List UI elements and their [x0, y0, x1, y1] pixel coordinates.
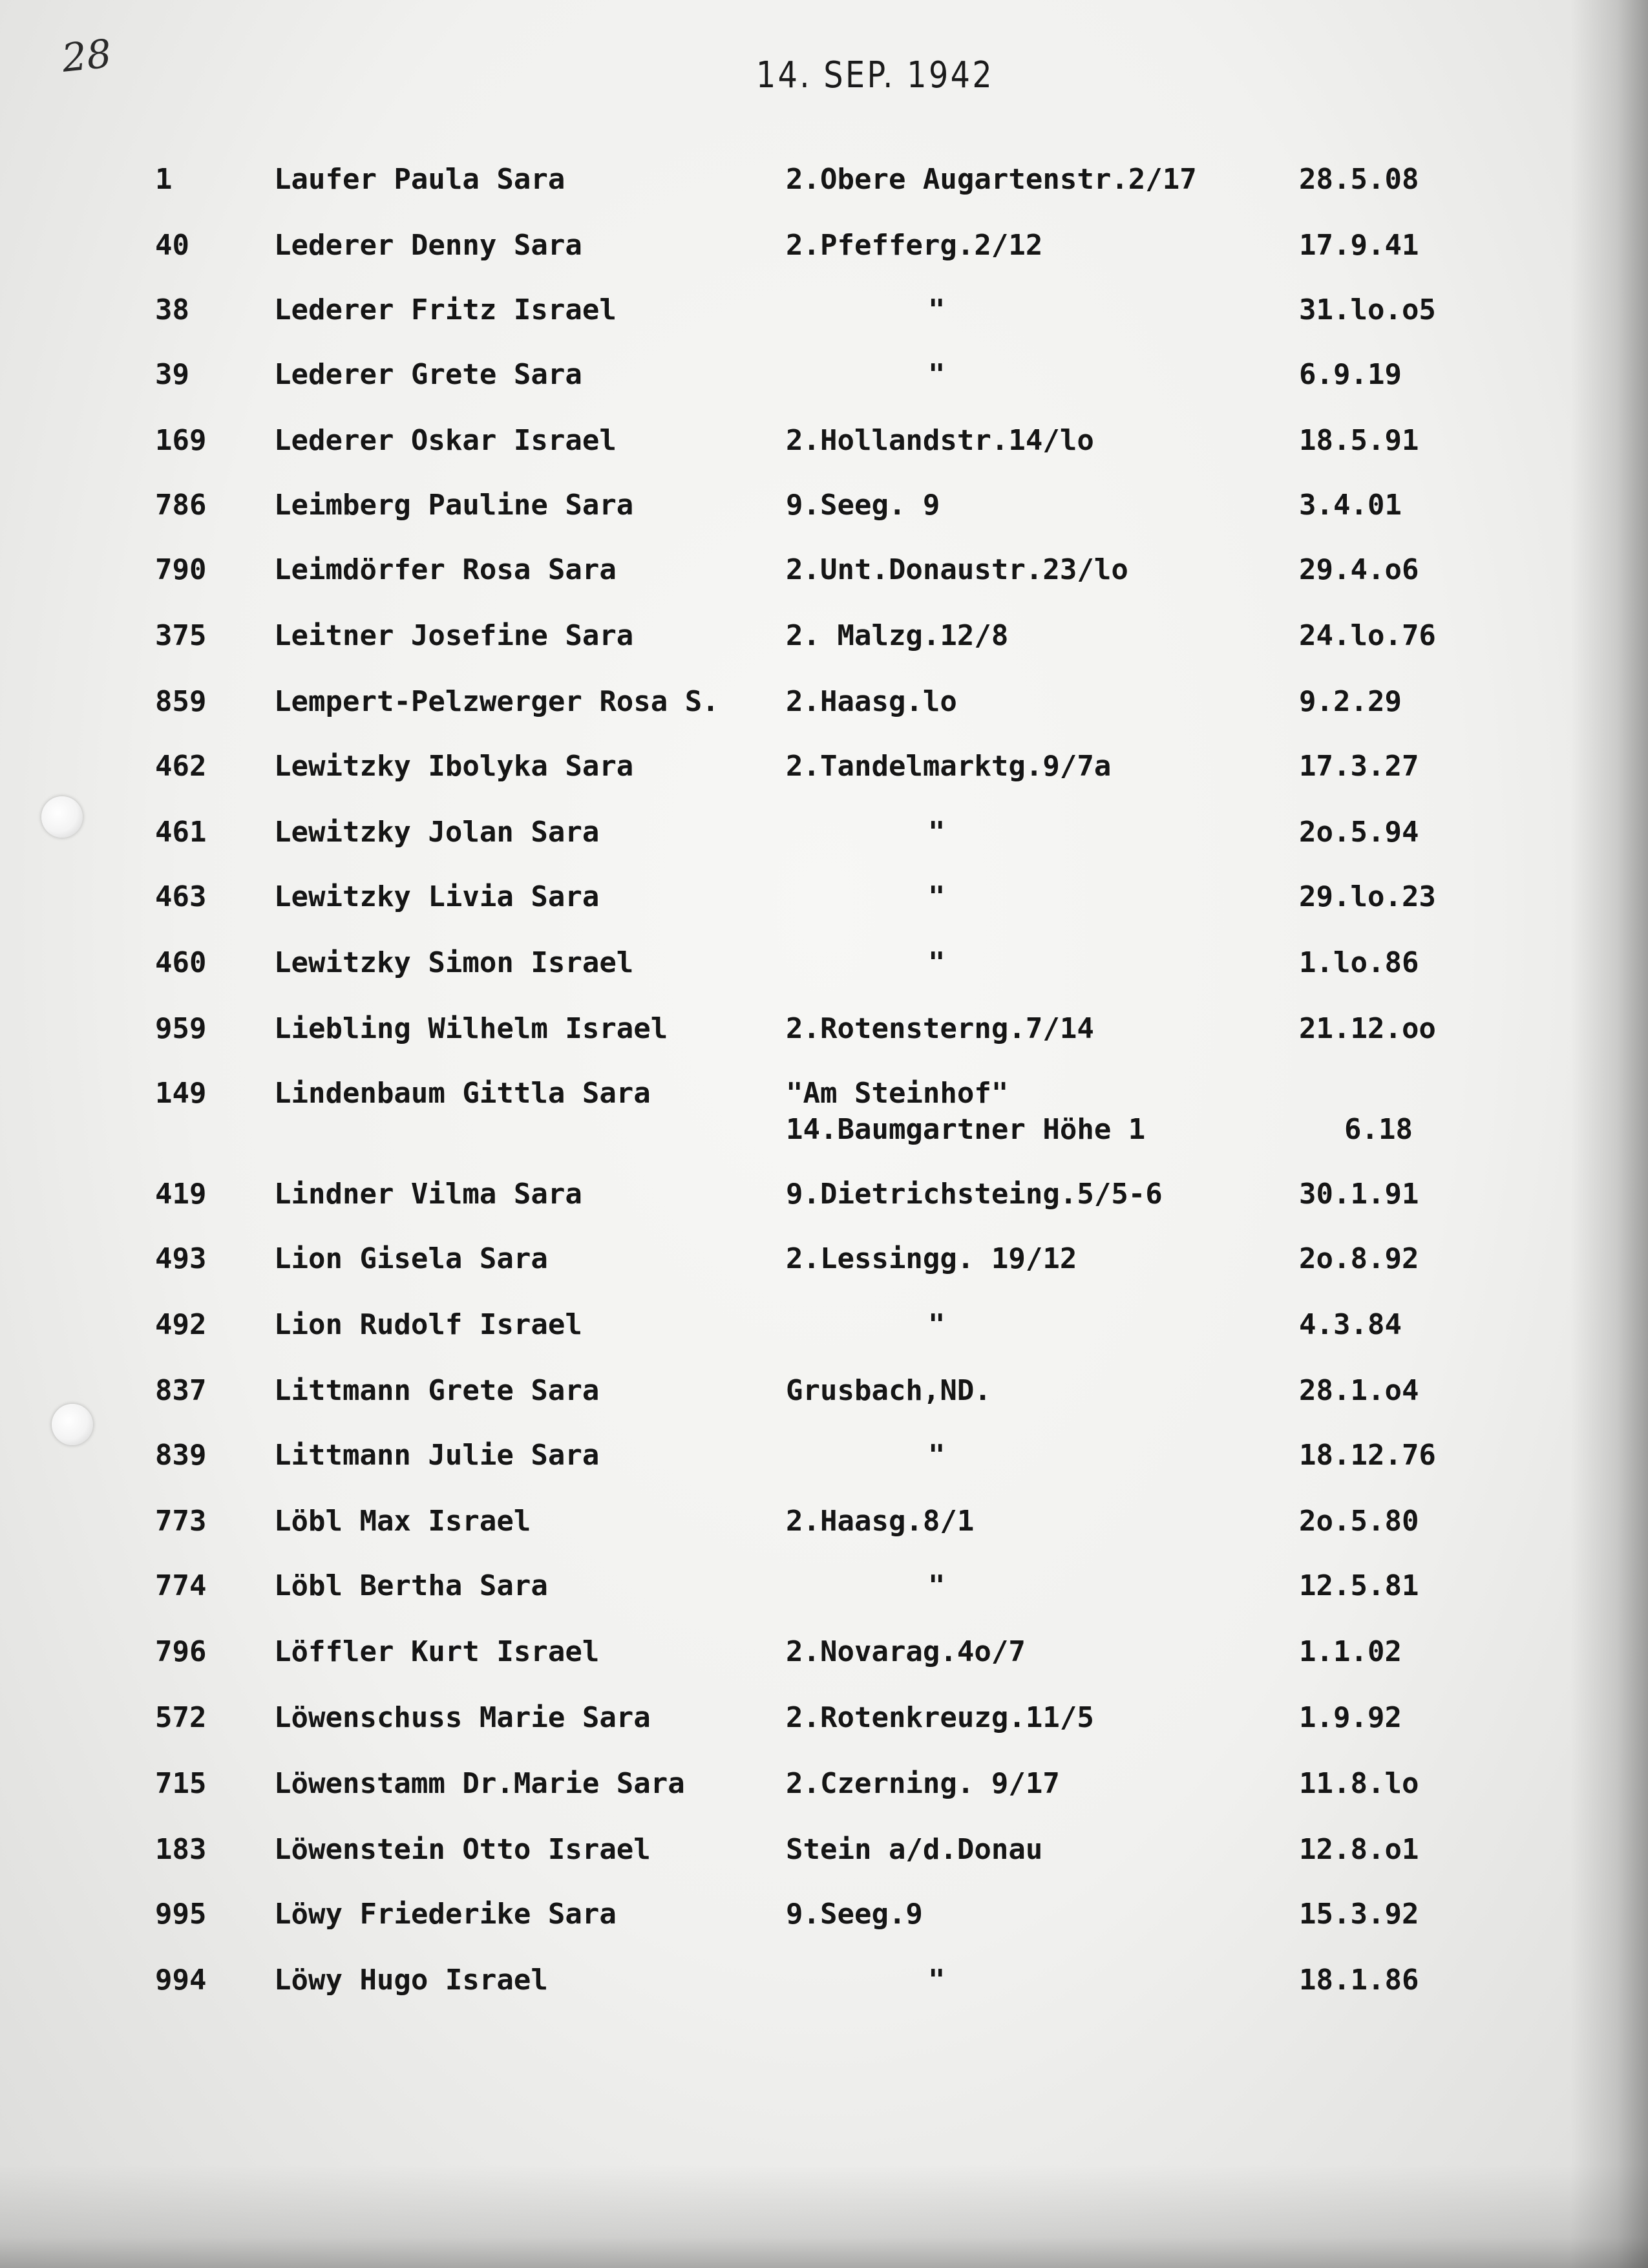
person-name: Löwenstamm Dr.Marie Sara [274, 1767, 685, 1800]
birth-date: 17.3.27 [1299, 750, 1419, 783]
birth-date: 6.18 [1344, 1113, 1413, 1146]
address [786, 1307, 1290, 1343]
person-name: Lempert-Pelzwerger Rosa S. [274, 685, 719, 718]
address [786, 292, 1290, 328]
address-line: 2.Czerning. 9/17 [786, 1767, 1060, 1800]
person-name: Littmann Julie Sara [274, 1439, 600, 1472]
row-number: 492 [155, 1308, 207, 1341]
person-name: Löwenstein Otto Israel [274, 1833, 651, 1866]
address-line: 9.Dietrichsteing.5/5-6 [786, 1178, 1163, 1211]
address-line: Grusbach,ND. [786, 1374, 991, 1407]
address-line: 2.Rotenkreuzg.11/5 [786, 1701, 1094, 1734]
birth-date: 30.1.91 [1299, 1178, 1419, 1211]
birth-date: 11.8.lo [1299, 1767, 1419, 1800]
address-line: " [928, 1569, 945, 1602]
row-number: 796 [155, 1635, 207, 1668]
birth-date: 29.4.o6 [1299, 553, 1419, 586]
birth-date: 9.2.29 [1299, 685, 1402, 718]
address [786, 1568, 1290, 1604]
person-name: Lewitzky Simon Israel [274, 946, 634, 979]
row-number: 169 [155, 424, 207, 457]
person-name: Lederer Denny Sara [274, 229, 582, 262]
person-name: Lindenbaum Gittla Sara [274, 1077, 651, 1110]
row-number: 462 [155, 750, 207, 783]
address-line: " [928, 880, 945, 913]
address [786, 423, 1290, 459]
row-number: 463 [155, 880, 207, 913]
address [786, 879, 1290, 915]
row-number: 859 [155, 685, 207, 718]
birth-date: 15.3.92 [1299, 1898, 1419, 1931]
row-number: 773 [155, 1505, 207, 1538]
address [786, 1700, 1290, 1736]
address-line: 2.Hollandstr.14/lo [786, 424, 1094, 457]
person-name: Löwenschuss Marie Sara [274, 1701, 651, 1734]
row-number: 715 [155, 1767, 207, 1800]
address [786, 1766, 1290, 1802]
address [786, 1634, 1290, 1670]
person-name: Lewitzky Jolan Sara [274, 816, 600, 849]
person-name: Löffler Kurt Israel [274, 1635, 600, 1668]
address-line: 9.Seeg.9 [786, 1898, 923, 1931]
address [786, 357, 1290, 393]
row-number: 460 [155, 946, 207, 979]
address [786, 162, 1290, 198]
birth-date: 21.12.oo [1299, 1012, 1436, 1045]
person-name: Laufer Paula Sara [274, 163, 565, 196]
birth-date: 24.lo.76 [1299, 619, 1436, 652]
person-name: Leitner Josefine Sara [274, 619, 634, 652]
address [786, 1503, 1290, 1540]
birth-date: 28.5.08 [1299, 163, 1419, 196]
row-number: 149 [155, 1077, 207, 1110]
row-number: 493 [155, 1242, 207, 1275]
birth-date: 1.9.92 [1299, 1701, 1402, 1734]
birth-date: 12.8.o1 [1299, 1833, 1419, 1866]
address-line: 2.Haasg.8/1 [786, 1505, 975, 1538]
birth-date: 6.9.19 [1299, 358, 1402, 391]
row-number: 774 [155, 1569, 207, 1602]
address-line: " [928, 1439, 945, 1472]
date-stamp: 14. SEP. 1942 [756, 54, 995, 96]
birth-date: 3.4.01 [1299, 489, 1402, 522]
row-number: 375 [155, 619, 207, 652]
address [786, 552, 1290, 588]
address-line: " [928, 358, 945, 391]
address [786, 1176, 1290, 1213]
row-number: 786 [155, 489, 207, 522]
row-number: 183 [155, 1833, 207, 1866]
person-name: Lion Gisela Sara [274, 1242, 548, 1275]
address [786, 1076, 1290, 1148]
birth-date: 29.lo.23 [1299, 880, 1436, 913]
birth-date: 18.1.86 [1299, 1964, 1419, 1997]
address-line: 2.Obere Augartenstr.2/17 [786, 163, 1197, 196]
birth-date: 2o.8.92 [1299, 1242, 1419, 1275]
row-number: 1 [155, 163, 173, 196]
person-name: Löwy Friederike Sara [274, 1898, 617, 1931]
birth-date: 1.lo.86 [1299, 946, 1419, 979]
person-name: Lederer Fritz Israel [274, 293, 617, 326]
address [786, 814, 1290, 851]
row-number: 995 [155, 1898, 207, 1931]
birth-date: 1.1.02 [1299, 1635, 1402, 1668]
person-name: Liebling Wilhelm Israel [274, 1012, 668, 1045]
address-line: 2.Haasg.lo [786, 685, 957, 718]
address-line: " [928, 293, 945, 326]
address-line: 2.Tandelmarktg.9/7a [786, 750, 1112, 783]
person-name: Lion Rudolf Israel [274, 1308, 582, 1341]
row-number: 38 [155, 293, 189, 326]
row-number: 790 [155, 553, 207, 586]
address-line: 2.Pfefferg.2/12 [786, 229, 1043, 262]
row-number: 39 [155, 358, 189, 391]
address-line: 2.Rotensterng.7/14 [786, 1012, 1094, 1045]
row-number: 40 [155, 229, 189, 262]
address [786, 1011, 1290, 1047]
address [786, 228, 1290, 264]
address-line: Stein a/d.Donau [786, 1833, 1043, 1866]
address-line: 14.Baumgartner Höhe 1 [786, 1113, 1146, 1146]
address [786, 748, 1290, 785]
row-number: 837 [155, 1374, 207, 1407]
address-line: " [928, 946, 945, 979]
row-number: 959 [155, 1012, 207, 1045]
handwritten-page-number: 28 [59, 31, 114, 81]
address [786, 1832, 1290, 1868]
birth-date: 4.3.84 [1299, 1308, 1402, 1341]
row-number: 839 [155, 1439, 207, 1472]
row-number: 572 [155, 1701, 207, 1734]
birth-date: 18.12.76 [1299, 1439, 1436, 1472]
person-name: Lewitzky Ibolyka Sara [274, 750, 634, 783]
person-name: Lederer Oskar Israel [274, 424, 617, 457]
person-name: Lindner Vilma Sara [274, 1178, 582, 1211]
address [786, 487, 1290, 524]
person-name: Lederer Grete Sara [274, 358, 582, 391]
address [786, 945, 1290, 981]
address [786, 1373, 1290, 1409]
address-line: 2.Unt.Donaustr.23/lo [786, 553, 1128, 586]
person-name: Lewitzky Livia Sara [274, 880, 600, 913]
person-name: Löbl Max Israel [274, 1505, 531, 1538]
address [786, 1437, 1290, 1474]
person-name: Löbl Bertha Sara [274, 1569, 548, 1602]
person-name: Löwy Hugo Israel [274, 1964, 548, 1997]
birth-date: 12.5.81 [1299, 1569, 1419, 1602]
address [786, 1962, 1290, 1998]
address-line: 2. Malzg.12/8 [786, 619, 1009, 652]
address [786, 1241, 1290, 1277]
address-line: 2.Novarag.4o/7 [786, 1635, 1026, 1668]
address [786, 618, 1290, 654]
birth-date: 28.1.o4 [1299, 1374, 1419, 1407]
birth-date: 2o.5.94 [1299, 816, 1419, 849]
birth-date: 31.lo.o5 [1299, 293, 1436, 326]
address [786, 1896, 1290, 1933]
address [786, 684, 1290, 720]
person-name: Leimberg Pauline Sara [274, 489, 634, 522]
birth-date: 18.5.91 [1299, 424, 1419, 457]
address-line: " [928, 816, 945, 849]
address-line: " [928, 1964, 945, 1997]
address-line: 2.Lessingg. 19/12 [786, 1242, 1077, 1275]
birth-date: 17.9.41 [1299, 229, 1419, 262]
row-number: 994 [155, 1964, 207, 1997]
address-line: 9.Seeg. 9 [786, 489, 940, 522]
row-number: 419 [155, 1178, 207, 1211]
address-line: "Am Steinhof" [786, 1077, 1009, 1110]
person-name: Leimdörfer Rosa Sara [274, 553, 617, 586]
address-line: " [928, 1308, 945, 1341]
row-number: 461 [155, 816, 207, 849]
birth-date: 2o.5.80 [1299, 1505, 1419, 1538]
person-name: Littmann Grete Sara [274, 1374, 600, 1407]
